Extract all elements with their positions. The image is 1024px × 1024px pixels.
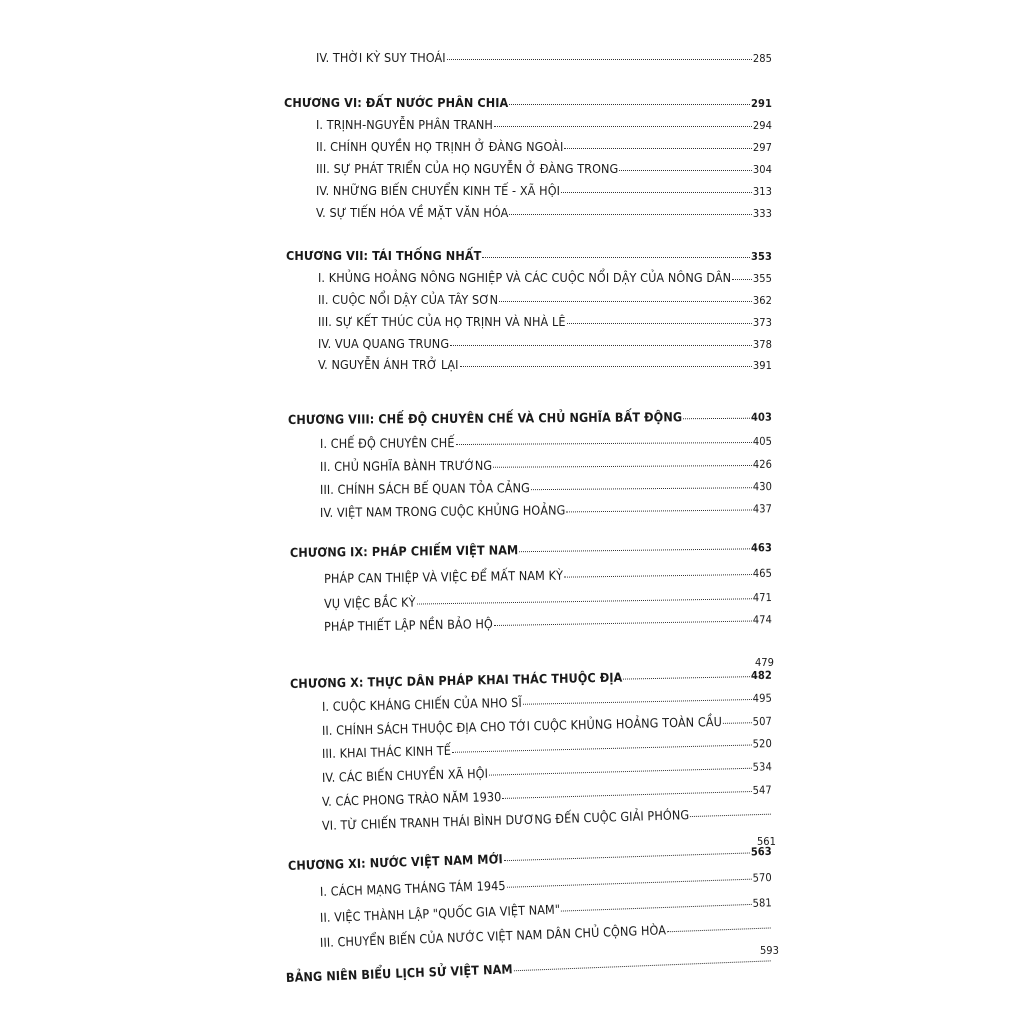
entry-title: II. CHÍNH QUYỀN HỌ TRỊNH Ở ĐÀNG NGOÀI xyxy=(316,139,564,154)
toc-entry xyxy=(316,183,772,198)
dot-leader xyxy=(456,441,752,445)
entry-page: 291 xyxy=(751,97,772,110)
page-number-floating: 479 xyxy=(755,656,774,669)
dot-leader xyxy=(523,698,752,705)
entry-page: 520 xyxy=(752,737,773,751)
chapter-title: CHƯƠNG VII: TÁI THỐNG NHẤT xyxy=(286,248,482,263)
entry-page: 333 xyxy=(752,207,772,220)
entry-page: 355 xyxy=(752,272,772,285)
entry-page: 405 xyxy=(752,434,773,448)
chapter-title: CHƯƠNG VIII: CHẾ ĐỘ CHUYÊN CHẾ VÀ CHỦ NGHĨA BẤT ĐỘNG xyxy=(287,409,683,427)
toc-chapter xyxy=(288,843,772,873)
toc-chapter xyxy=(286,248,772,263)
entry-title: V. CÁC PHONG TRÀO NĂM 1930 xyxy=(321,788,502,809)
entry-page: 430 xyxy=(752,480,773,494)
toc-entry xyxy=(324,611,772,634)
entry-title: I. CUỘC KHÁNG CHIẾN CỦA NHO SĨ xyxy=(321,694,522,714)
toc-entry xyxy=(324,565,772,586)
entry-page: 581 xyxy=(752,896,772,910)
dot-leader xyxy=(489,767,752,776)
toc-entry xyxy=(316,50,772,65)
entry-page: 495 xyxy=(752,691,773,705)
entry-page: 426 xyxy=(752,457,773,471)
toc-entry xyxy=(318,336,772,351)
entry-page: 391 xyxy=(752,359,772,372)
entry-page: 353 xyxy=(751,250,772,263)
entry-page: 474 xyxy=(752,613,773,627)
entry-title: IV. CÁC BIẾN CHUYỂN XÃ HỘI xyxy=(321,765,489,785)
dot-leader xyxy=(561,191,752,193)
entry-title: III. SỰ KẾT THÚC CỦA HỌ TRỊNH VÀ NHÀ LÊ xyxy=(318,314,566,329)
dot-leader xyxy=(519,547,750,552)
dot-leader xyxy=(507,878,752,888)
toc-entry xyxy=(320,500,772,520)
toc-entry xyxy=(320,433,772,451)
dot-leader xyxy=(502,790,751,799)
entry-title: II. CHỦ NGHĨA BÀNH TRƯỚNG xyxy=(319,457,493,474)
entry-page: 362 xyxy=(752,294,772,307)
entry-page: 285 xyxy=(752,52,772,65)
chapter-title: CHƯƠNG VI: ĐẤT NƯỚC PHÂN CHIA xyxy=(284,95,509,110)
dot-leader xyxy=(482,256,750,258)
dot-leader xyxy=(690,813,771,817)
chapter-title: CHƯƠNG IX: PHÁP CHIẾM VIỆT NAM xyxy=(289,542,519,560)
entry-title: VI. TỪ CHIẾN TRANH THÁI BÌNH DƯƠNG ĐẾN CUỘC GIẢI PHÓNG xyxy=(321,807,690,833)
toc-chapter xyxy=(288,409,772,427)
dot-leader xyxy=(683,417,750,419)
dot-leader xyxy=(623,675,750,679)
entry-title: V. NGUYỄN ÁNH TRỞ LẠI xyxy=(318,357,459,372)
entry-title: I. CÁCH MẠNG THÁNG TÁM 1945 xyxy=(319,877,506,899)
toc-entry xyxy=(320,869,772,899)
entry-title: III. CHUYỂN BIẾN CỦA NƯỚC VIỆT NAM DÂN CHỦ CỘNG HÒA xyxy=(319,922,667,950)
dot-leader xyxy=(561,903,752,912)
entry-title: VỤ VIỆC BẮC KỲ xyxy=(323,594,416,611)
toc-entry xyxy=(322,758,772,785)
entry-title: IV. VUA QUANG TRUNG xyxy=(318,336,450,351)
chapter-title: CHƯƠNG X: THỰC DÂN PHÁP KHAI THÁC THUỘC ĐỊA xyxy=(289,669,623,691)
entry-page: 471 xyxy=(752,590,773,605)
dot-leader xyxy=(566,508,751,512)
entry-page: 534 xyxy=(752,760,773,774)
entry-page: 507 xyxy=(752,714,773,729)
dot-leader xyxy=(450,344,752,346)
entry-title: II. CUỘC NỔI DẬY CỦA TÂY SƠN xyxy=(318,292,499,307)
entry-title: IV. VIỆT NAM TRONG CUỘC KHỦNG HOẢNG xyxy=(319,502,566,520)
toc-entry xyxy=(324,589,772,611)
toc-entry xyxy=(318,270,772,285)
entry-title: III. CHÍNH SÁCH BẾ QUAN TỎA CẢNG xyxy=(319,480,530,497)
entry-page: 463 xyxy=(750,541,773,555)
dot-leader xyxy=(509,103,750,105)
toc-entry xyxy=(318,292,772,307)
dot-leader xyxy=(416,597,751,604)
dot-leader xyxy=(567,322,752,324)
entry-page: 294 xyxy=(752,119,772,132)
toc-entry xyxy=(320,456,772,474)
dot-leader xyxy=(619,169,751,171)
dot-leader xyxy=(452,743,752,752)
toc-entry xyxy=(316,205,772,220)
toc-entry xyxy=(318,357,772,372)
entry-page: 465 xyxy=(752,566,773,581)
toc-chapter xyxy=(286,951,772,985)
entry-title: I. CHẾ ĐỘ CHUYÊN CHẾ xyxy=(319,435,455,451)
dot-leader xyxy=(564,573,752,578)
dot-leader xyxy=(732,278,752,280)
entry-page: 482 xyxy=(750,668,773,683)
entry-title: PHÁP THIẾT LẬP NỀN BẢO HỘ xyxy=(323,616,494,634)
dot-leader xyxy=(531,486,752,490)
entry-page: 563 xyxy=(750,844,772,859)
entry-title: II. VIỆC THÀNH LẬP "QUỐC GIA VIỆT NAM" xyxy=(319,901,561,925)
dot-leader xyxy=(494,125,752,127)
toc-entry xyxy=(318,314,772,329)
entry-page: 403 xyxy=(750,410,773,424)
entry-title: IV. THỜI KỲ SUY THOÁI xyxy=(316,50,446,65)
entry-page: 437 xyxy=(752,502,773,516)
toc-entry xyxy=(316,161,772,176)
dot-leader xyxy=(460,365,752,367)
dot-leader xyxy=(564,147,751,149)
toc-entry xyxy=(316,117,772,132)
dot-leader xyxy=(723,721,752,724)
toc-entry xyxy=(322,781,772,809)
toc-entry xyxy=(322,735,772,761)
chapter-title: BẢNG NIÊN BIỂU LỊCH SỬ VIỆT NAM xyxy=(285,961,513,985)
entry-page: 297 xyxy=(752,141,772,154)
chapter-title: CHƯƠNG XI: NƯỚC VIỆT NAM MỚI xyxy=(287,851,504,873)
entry-page: 304 xyxy=(752,163,772,176)
toc-entry xyxy=(322,690,772,714)
dot-leader xyxy=(514,959,771,971)
entry-page: 378 xyxy=(752,338,772,351)
toc-entry xyxy=(322,805,772,833)
dot-leader xyxy=(499,300,752,302)
entry-title: II. CHÍNH SÁCH THUỘC ĐỊA CHO TỚI CUỘC KHỦNG HOẢNG TOÀN CẦU xyxy=(321,713,723,738)
dot-leader xyxy=(504,851,750,861)
entry-title: V. SỰ TIẾN HÓA VỀ MẶT VĂN HÓA xyxy=(316,205,509,220)
toc-chapter xyxy=(284,95,772,110)
entry-title: I. KHỦNG HOẢNG NÔNG NGHIỆP VÀ CÁC CUỘC NỔI DẬY CỦA NÔNG DÂN xyxy=(318,270,732,285)
dot-leader xyxy=(509,213,751,215)
dot-leader xyxy=(447,58,752,60)
toc-entry xyxy=(320,918,772,950)
entry-title: IV. NHỮNG BIẾN CHUYỂN KINH TẾ - XÃ HỘI xyxy=(316,183,561,198)
entry-title: PHÁP CAN THIỆP VÀ VIỆC ĐỂ MẤT NAM KỲ xyxy=(323,567,564,586)
toc-entry xyxy=(320,478,772,497)
entry-title: III. SỰ PHÁT TRIỂN CỦA HỌ NGUYỄN Ở ĐÀNG TRONG xyxy=(316,161,619,176)
dot-leader xyxy=(493,464,752,468)
entry-page: 373 xyxy=(752,316,772,329)
page-number-floating: 561 xyxy=(757,835,776,848)
page-number-floating: 593 xyxy=(760,944,779,957)
toc-chapter xyxy=(290,539,772,560)
entry-page: 547 xyxy=(752,783,773,797)
dot-leader xyxy=(667,926,771,932)
entry-title: I. TRỊNH-NGUYỄN PHÂN TRANH xyxy=(316,117,493,132)
entry-page: 570 xyxy=(752,871,773,885)
toc-chapter xyxy=(290,667,772,691)
entry-title: III. KHAI THÁC KINH TẾ xyxy=(321,742,452,761)
dot-leader xyxy=(494,620,752,627)
toc-entry xyxy=(322,713,772,738)
entry-page: 313 xyxy=(752,185,772,198)
toc-entry xyxy=(316,139,772,154)
